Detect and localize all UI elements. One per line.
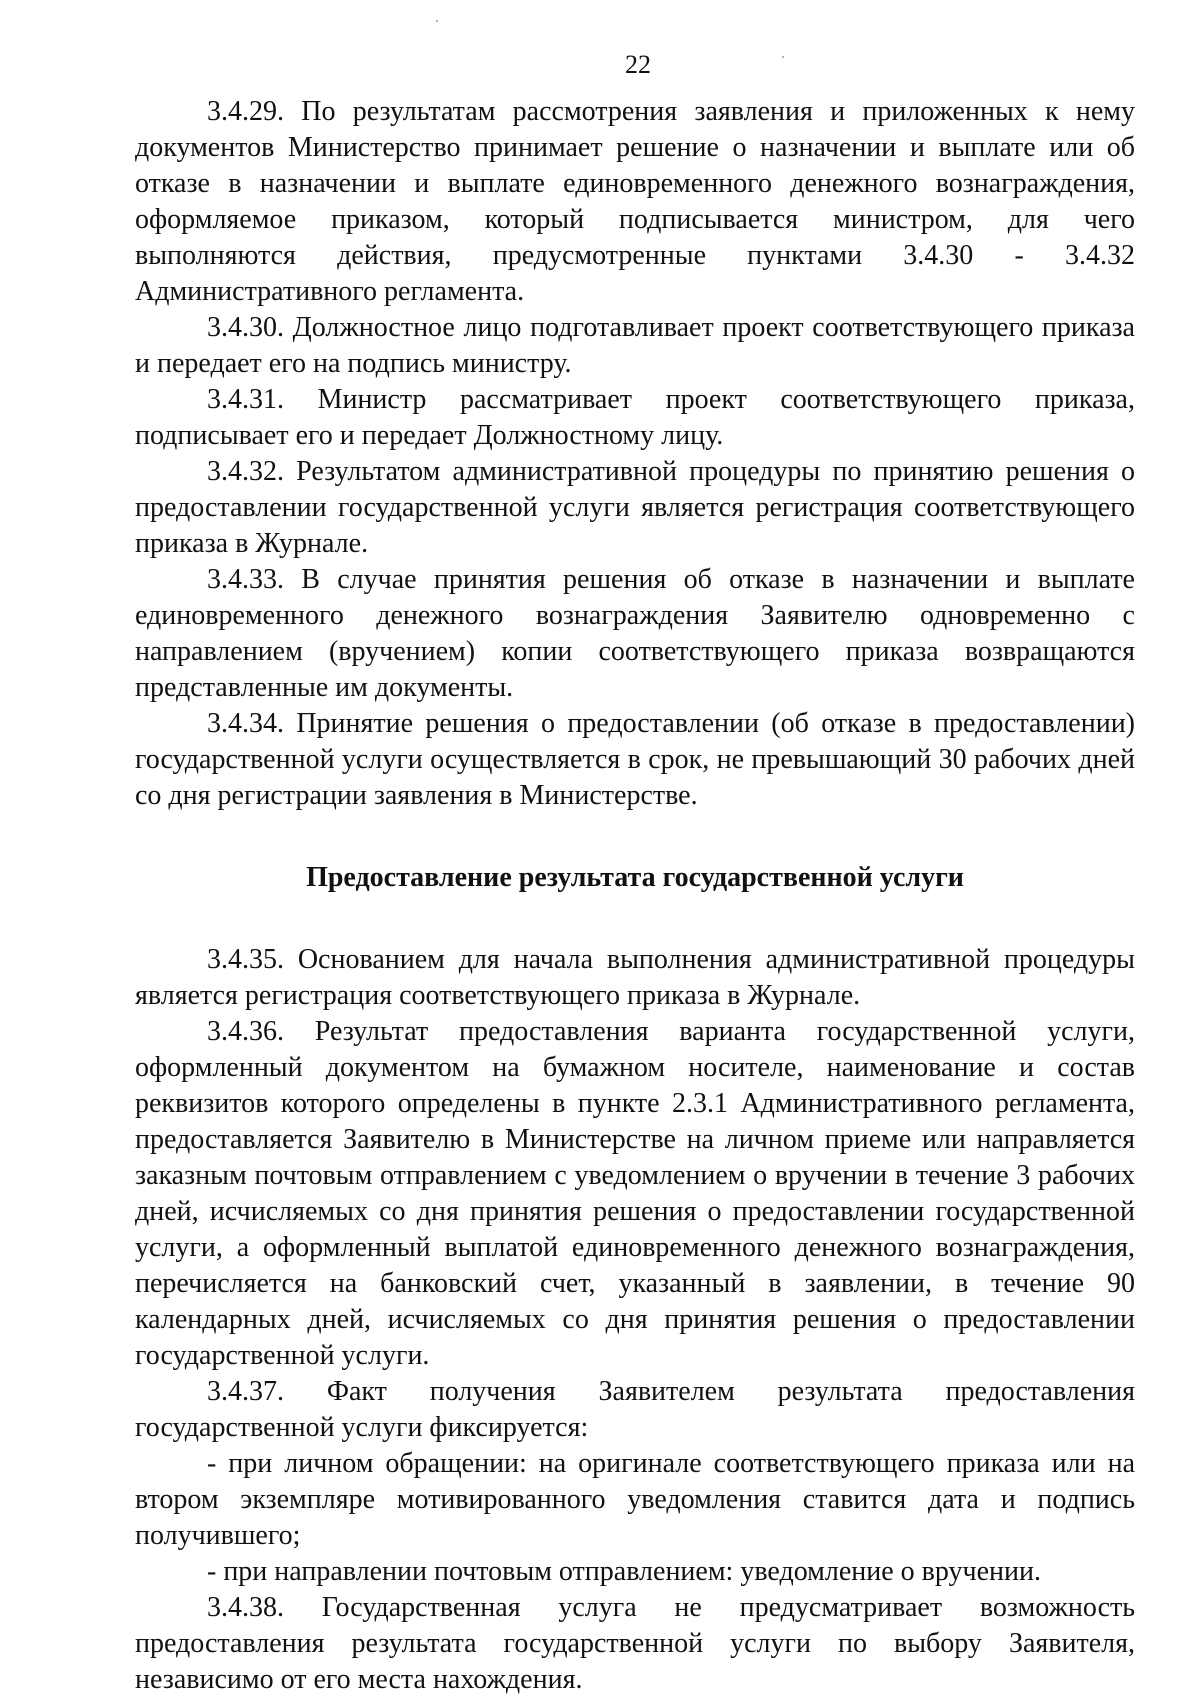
scan-speck (436, 20, 438, 22)
paragraph-3-4-32: 3.4.32. Результатом административной процедуры по принятию решения о предоставлении государственной услуги является регистрация соответствующего приказа в Журнале. (135, 456, 1135, 559)
paragraph-3-4-29: 3.4.29. По результатам рассмотрения заявления и приложенных к нему документов Министерство принимает решение о назначении и выплате или об отказе в назначении и выплате единовременного денежного вознаграждения, оформляемое приказом, который подписывается министром, для чего выполняются действия, предусмотренные пунктами 3.4.30 - 3.4.32 Административного регламента. (135, 96, 1135, 307)
section-heading: Предоставление результата государственной услуги (306, 862, 964, 893)
page-number: 22 (625, 50, 651, 79)
document-body (135, 94, 1135, 1698)
paragraph-3-4-36: 3.4.36. Результат предоставления варианта государственной услуги, оформленный документом на бумажном носителе, наименование и состав реквизитов которого определены в пункте 2.3.1 Административного регламента, предоставляется Заявителю в Министерстве на личном приеме или направляется заказным почтовым отправлением с уведомлением о вручении в течение 3 рабочих дней, исчисляемых со дня принятия решения о предоставлении государственной услуги, а оформленный выплатой единовременного денежного вознаграждения, перечисляется на банковский счет, указанный в заявлении, в течение 90 календарных дней, исчисляемых со дня принятия решения о предоставлении государственной услуги. (135, 1016, 1135, 1371)
list-item-postal-delivery: - при направлении почтовым отправлением: уведомление о вручении. (207, 1556, 1041, 1587)
paragraph-3-4-34: 3.4.34. Принятие решения о предоставлении (об отказе в предоставлении) государственной услуги осуществляется в срок, не превышающий 30 рабочих дней со дня регистрации заявления в Министерстве. (135, 708, 1135, 811)
paragraph-3-4-31: 3.4.31. Министр рассматривает проект соответствующего приказа, подписывает его и передает Должностному лицу. (135, 384, 1135, 451)
paragraph-3-4-30: 3.4.30. Должностное лицо подготавливает проект соответствующего приказа и передает его на подпись министру. (135, 312, 1135, 379)
paragraph-3-4-35: 3.4.35. Основанием для начала выполнения административной процедуры является регистрация соответствующего приказа в Журнале. (135, 944, 1135, 1011)
paragraph-3-4-38: 3.4.38. Государственная услуга не предусматривает возможность предоставления результата государственной услуги по выбору Заявителя, независимо от его места нахождения. (135, 1592, 1135, 1695)
paragraph-3-4-33: 3.4.33. В случае принятия решения об отказе в назначении и выплате единовременного денежного вознаграждения Заявителю одновременно с направлением (вручением) копии соответствующего приказа возвращаются представленные им документы. (135, 564, 1135, 703)
list-item-personal-visit: - при личном обращении: на оригинале соответствующего приказа или на втором экземпляре мотивированного уведомления ставится дата и подпись получившего; (135, 1448, 1135, 1551)
paragraph-3-4-37: 3.4.37. Факт получения Заявителем результата предоставления государственной услуги фиксируется: (135, 1376, 1135, 1443)
